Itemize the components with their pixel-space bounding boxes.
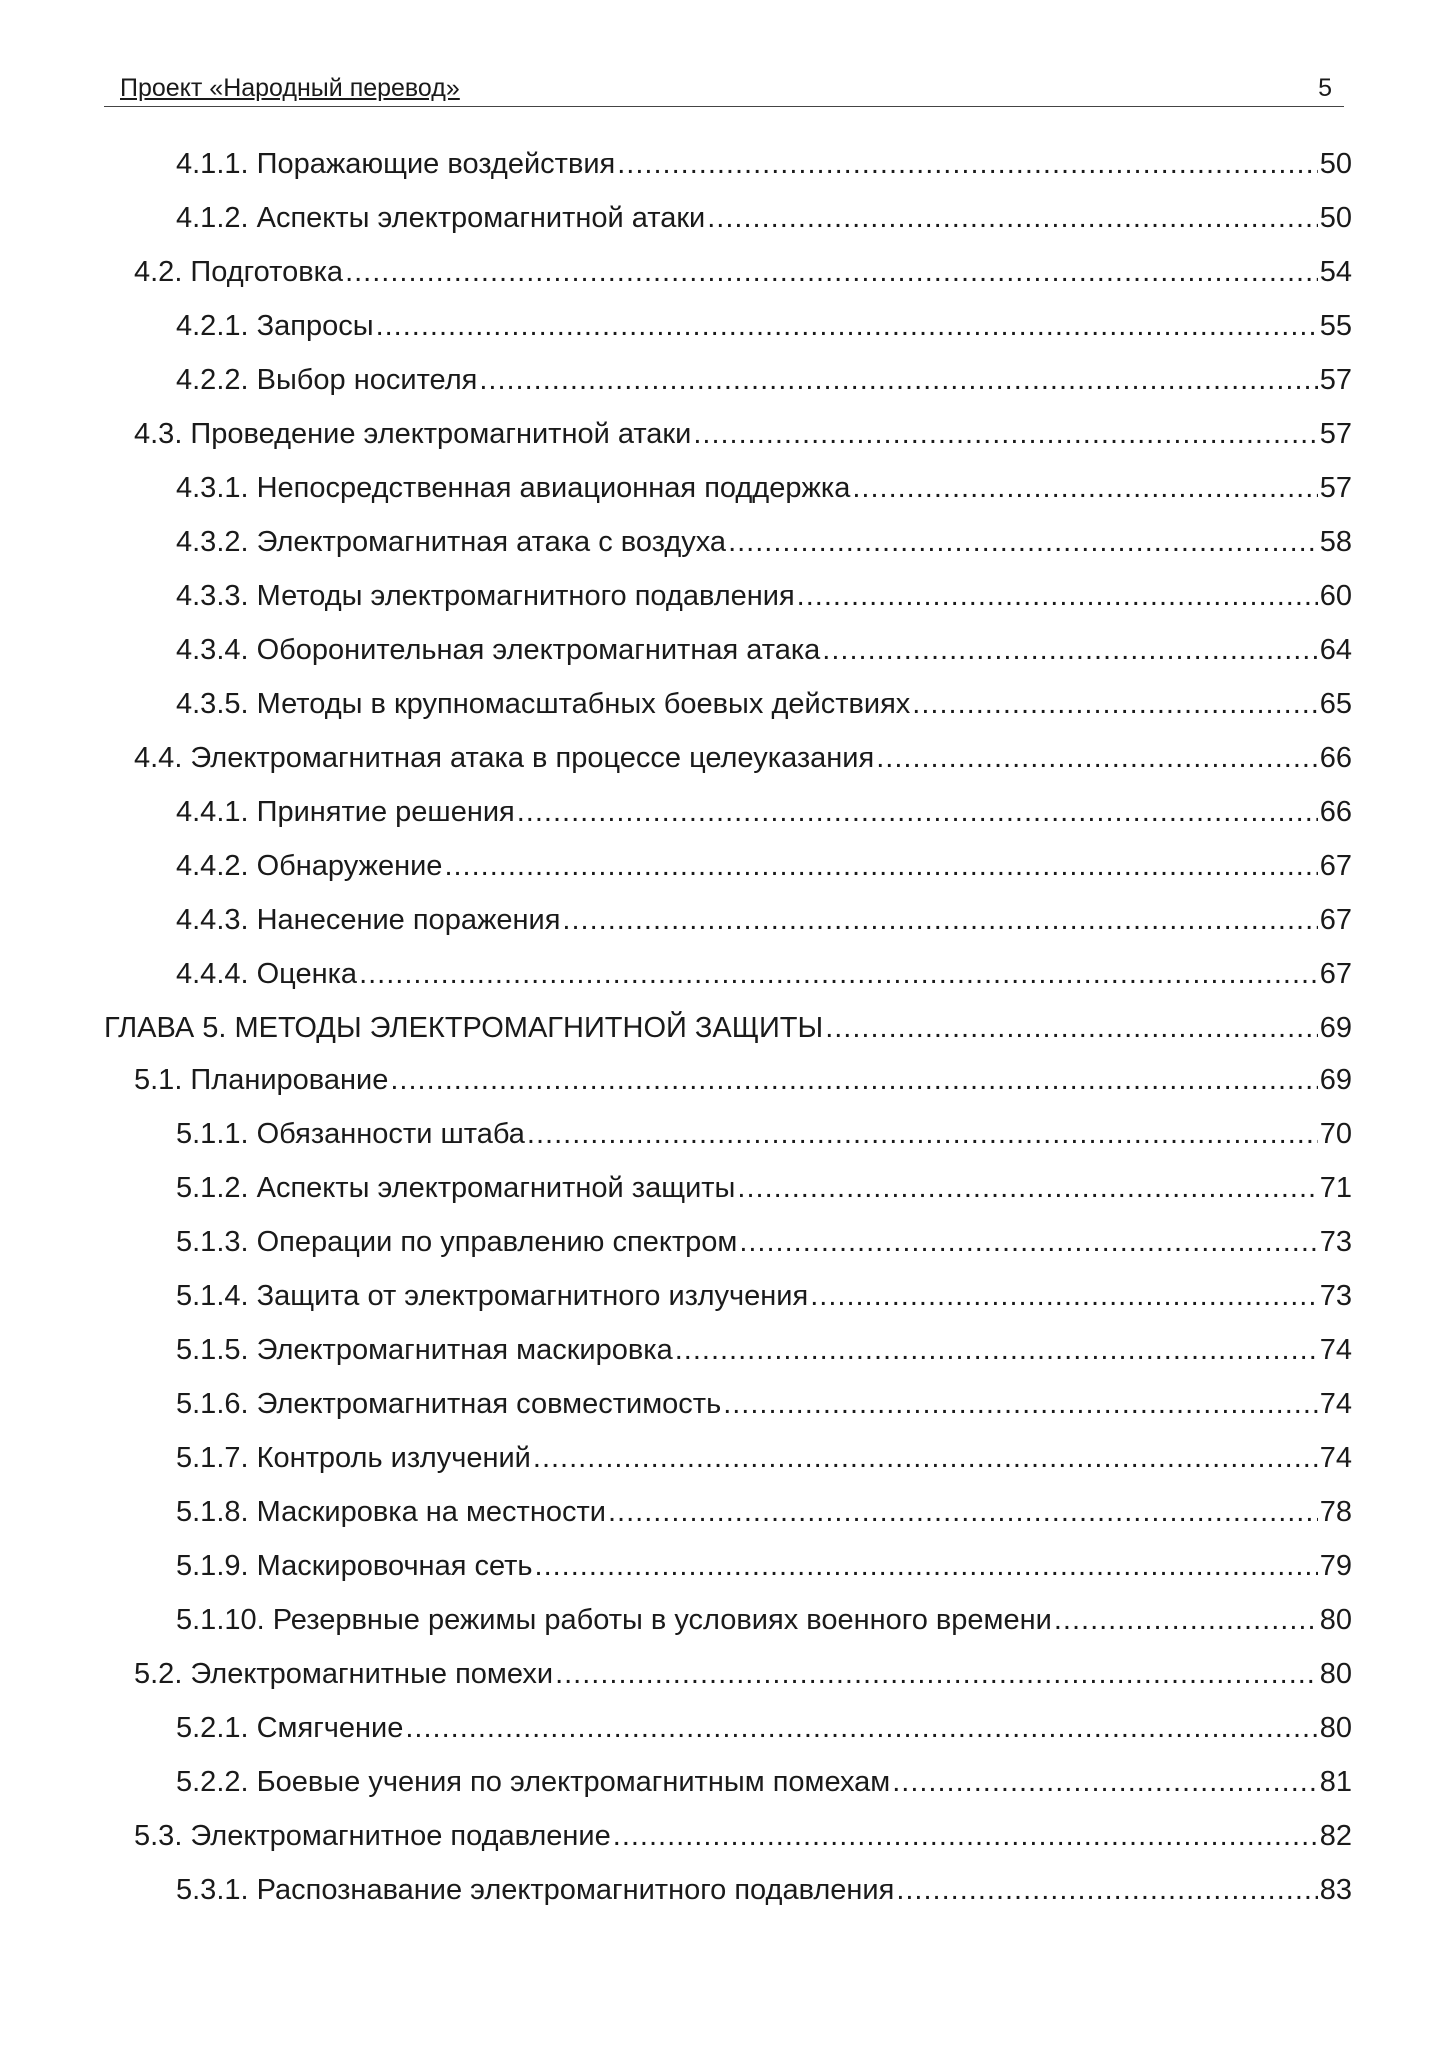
toc-entry-page: 64 [1319,634,1352,666]
toc-entry-page: 57 [1319,472,1352,504]
toc-entry-title: 4.1.2. Аспекты электромагнитной атаки [176,202,706,234]
toc-entry-title: 5.3.1. Распознавание электромагнитного подавления [176,1874,895,1906]
toc-entry-title: 4.2.1. Запросы [176,310,374,342]
toc-entry-title: ГЛАВА 5. МЕТОДЫ ЭЛЕКТРОМАГНИТНОЙ ЗАЩИТЫ [104,1012,824,1044]
toc-entry[interactable] [104,1863,1352,1917]
toc-entry[interactable] [104,299,1352,353]
toc-entry-page: 66 [1319,796,1352,828]
toc-entry-title: 5.1. Планирование [134,1064,389,1096]
dot-leader [896,1863,1317,1917]
dot-leader [1054,1593,1318,1647]
toc-entry-page: 81 [1319,1766,1352,1798]
toc-entry-page: 74 [1319,1442,1352,1474]
toc-entry-page: 60 [1319,580,1352,612]
dot-leader [892,1755,1318,1809]
toc-entry-page: 50 [1319,148,1352,180]
toc-entry[interactable] [104,461,1352,515]
dot-leader [852,461,1317,515]
dot-leader [527,1107,1318,1161]
dot-leader [810,1269,1318,1323]
dot-leader [876,731,1318,785]
toc-entry-page: 78 [1319,1496,1352,1528]
toc-entry-title: 5.1.5. Электромагнитная маскировка [176,1334,673,1366]
toc-entry[interactable] [104,191,1352,245]
dot-leader [517,785,1318,839]
toc-entry[interactable] [104,245,1352,299]
dot-leader [675,1323,1318,1377]
dot-leader [444,839,1317,893]
toc-entry[interactable] [104,1107,1352,1161]
toc-entry-title: 4.4. Электромагнитная атака в процессе целеуказания [134,742,875,774]
toc-entry[interactable] [104,515,1352,569]
toc-entry-title: 5.2.2. Боевые учения по электромагнитным помехам [176,1766,891,1798]
dot-leader [613,1809,1318,1863]
page-header [104,70,1344,107]
dot-leader [390,1053,1317,1107]
toc-entry-page: 50 [1319,202,1352,234]
toc-entry-page: 67 [1319,958,1352,990]
dot-leader [693,407,1317,461]
dot-leader [376,299,1318,353]
dot-leader [912,677,1317,731]
dot-leader [723,1377,1318,1431]
toc-entry-title: 5.1.10. Резервные режимы работы в условиях военного времени [176,1604,1052,1636]
toc-entry[interactable] [104,1539,1352,1593]
dot-leader [345,245,1318,299]
toc-entry-page: 73 [1319,1280,1352,1312]
toc-entry[interactable] [104,353,1352,407]
toc-entry-page: 73 [1319,1226,1352,1258]
toc-entry-title: 5.1.8. Маскировка на местности [176,1496,606,1528]
toc-entry-title: 5.2.1. Смягчение [176,1712,404,1744]
toc-entry[interactable] [104,1809,1352,1863]
toc-entry-title: 4.1.1. Поражающие воздействия [176,148,616,180]
toc-entry-title: 4.4.2. Обнаружение [176,850,443,882]
toc-entry[interactable] [104,731,1352,785]
toc-entry-title: 5.1.6. Электромагнитная совместимость [176,1388,722,1420]
toc-entry-page: 67 [1319,904,1352,936]
toc-entry-title: 5.2. Электромагнитные помехи [134,1658,554,1690]
toc-entry-page: 80 [1319,1604,1352,1636]
toc-entry-page: 70 [1319,1118,1352,1150]
toc-entry-page: 74 [1319,1388,1352,1420]
toc-entry-title: 5.1.7. Контроль излучений [176,1442,531,1474]
toc-entry-title: 4.3.4. Оборонительная электромагнитная атака [176,634,821,666]
dot-leader [555,1647,1318,1701]
toc-entry-title: 5.1.9. Маскировочная сеть [176,1550,533,1582]
toc-entry-title: 5.1.3. Операции по управлению спектром [176,1226,738,1258]
toc-entry-page: 67 [1319,850,1352,882]
toc-entry[interactable] [104,1161,1352,1215]
dot-leader [562,893,1317,947]
toc-entry-page: 71 [1319,1172,1352,1204]
toc-entry[interactable] [104,1377,1352,1431]
toc-entry[interactable] [104,677,1352,731]
toc-entry-title: 5.1.4. Защита от электромагнитного излучения [176,1280,809,1312]
toc-entry-title: 4.3.1. Непосредственная авиационная поддержка [176,472,851,504]
toc-entry-title: 4.2.2. Выбор носителя [176,364,478,396]
toc-entry-page: 83 [1319,1874,1352,1906]
toc-entry[interactable] [104,1269,1352,1323]
toc-entry-title: 4.3.2. Электромагнитная атака с воздуха [176,526,727,558]
toc-entry[interactable] [104,1593,1352,1647]
toc-entry[interactable] [104,1647,1352,1701]
dot-leader [405,1701,1317,1755]
dot-leader [479,353,1317,407]
toc-entry-page: 80 [1319,1712,1352,1744]
toc-entry-title: 4.3.3. Методы электромагнитного подавления [176,580,795,612]
dot-leader [739,1215,1317,1269]
toc-entry[interactable] [104,407,1352,461]
toc-entry[interactable] [104,623,1352,677]
toc-entry-title: 5.1.2. Аспекты электромагнитной защиты [176,1172,736,1204]
toc-entry-page: 80 [1319,1658,1352,1690]
toc-entry-page: 66 [1319,742,1352,774]
table-of-contents [104,137,1352,1917]
toc-entry[interactable] [104,893,1352,947]
dot-leader [822,623,1317,677]
dot-leader [533,1431,1318,1485]
toc-entry[interactable] [104,839,1352,893]
document-title: Проект «Народный перевод» [120,74,460,102]
dot-leader [737,1161,1317,1215]
toc-entry-page: 58 [1319,526,1352,558]
toc-entry-page: 69 [1319,1064,1352,1096]
toc-entry[interactable] [104,1053,1352,1107]
toc-entry[interactable] [104,1431,1352,1485]
toc-entry-title: 4.2. Подготовка [134,256,344,288]
toc-entry-title: 4.4.1. Принятие решения [176,796,515,828]
toc-entry-title: 5.1.1. Обязанности штаба [176,1118,525,1150]
toc-entry-title: 5.3. Электромагнитное подавление [134,1820,611,1852]
toc-entry[interactable] [104,1701,1352,1755]
dot-leader [535,1539,1318,1593]
toc-entry[interactable] [104,947,1352,1001]
toc-entry-page: 54 [1319,256,1352,288]
dot-leader [797,569,1318,623]
toc-entry[interactable] [104,1001,1352,1053]
toc-entry-page: 74 [1319,1334,1352,1366]
toc-entry[interactable] [104,1215,1352,1269]
toc-entry[interactable] [104,569,1352,623]
toc-entry-page: 55 [1319,310,1352,342]
dot-leader [617,137,1317,191]
toc-entry[interactable] [104,137,1352,191]
dot-leader [825,1001,1318,1055]
toc-entry-page: 65 [1319,688,1352,720]
toc-entry-page: 79 [1319,1550,1352,1582]
toc-entry[interactable] [104,1485,1352,1539]
toc-entry[interactable] [104,1323,1352,1377]
toc-entry-title: 4.3.5. Методы в крупномасштабных боевых действиях [176,688,911,720]
toc-entry[interactable] [104,785,1352,839]
toc-entry-page: 82 [1319,1820,1352,1852]
toc-entry-page: 69 [1319,1012,1352,1044]
page-number: 5 [1318,74,1332,102]
toc-entry[interactable] [104,1755,1352,1809]
toc-entry-page: 57 [1319,364,1352,396]
dot-leader [728,515,1318,569]
toc-entry-title: 4.4.3. Нанесение поражения [176,904,561,936]
dot-leader [608,1485,1318,1539]
dot-leader [359,947,1318,1001]
dot-leader [707,191,1317,245]
toc-entry-title: 4.3. Проведение электромагнитной атаки [134,418,692,450]
toc-entry-page: 57 [1319,418,1352,450]
toc-entry-title: 4.4.4. Оценка [176,958,358,990]
